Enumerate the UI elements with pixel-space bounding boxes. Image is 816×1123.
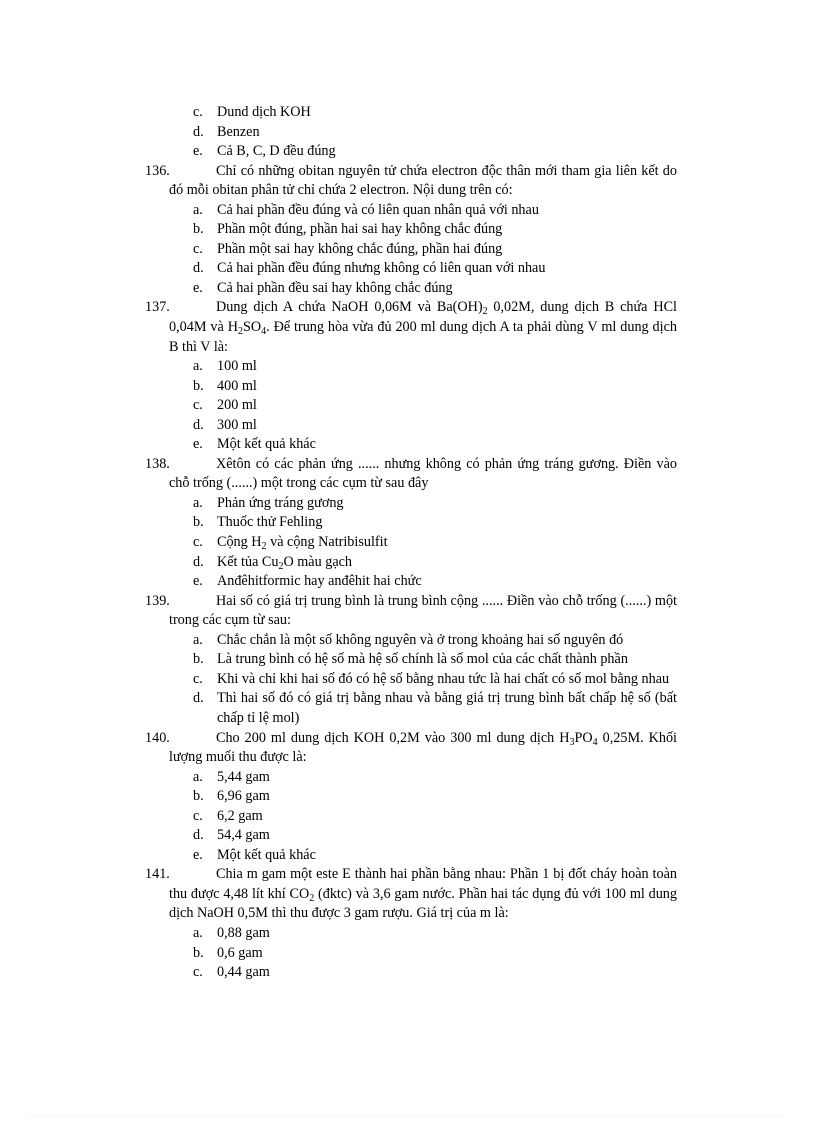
- subscript: 3: [569, 736, 575, 748]
- option-text: Phần một sai hay không chắc đúng, phần hai đúng: [217, 240, 503, 257]
- option-text: Cả hai phần đều đúng và có liên quan nhân quả với nhau: [217, 201, 539, 218]
- option-text: Cả B, C, D đều đúng: [217, 143, 336, 160]
- option-letter: d.: [193, 827, 204, 844]
- option-e: [0, 435, 816, 455]
- option-text: Phản ứng tráng gương: [217, 494, 344, 511]
- option-letter: a.: [193, 631, 203, 648]
- stem-text: 0,25M. Khối lượng muối thu được là:: [169, 729, 677, 766]
- option-d: [0, 553, 816, 573]
- page-bottom-divider: [30, 1116, 786, 1117]
- option-d: [0, 123, 816, 143]
- question-137: [0, 298, 816, 357]
- option-d: [0, 826, 816, 846]
- stem-text: . Để trung hòa vừa đủ 200 ml dung dịch A ta phải dùng V ml dung dịch B thì V là:: [169, 319, 677, 355]
- option-letter: d.: [193, 553, 204, 570]
- option-c: [0, 670, 816, 690]
- option-text-part: Kết tủa Cu: [217, 553, 279, 570]
- stem-text: 0,02M, dung dịch B chứa HCl 0,04M và H: [169, 299, 677, 336]
- option-a: [0, 768, 816, 788]
- option-text-part: Cộng H: [217, 534, 262, 551]
- option-e: [0, 279, 816, 299]
- question-stem: [169, 729, 677, 768]
- subscript: 2: [482, 306, 488, 318]
- option-text: [217, 533, 388, 553]
- stem-text: (đktc) và 3,6 gam nước. Phần hai tác dụng đủ với 100 ml dung dịch NaOH 0,5M thì thu được 3 gam rượu. Giá trị của m là:: [169, 885, 677, 922]
- option-text: 0,6 gam: [217, 944, 263, 961]
- option-d: [0, 259, 816, 279]
- option-c: [0, 103, 816, 123]
- option-text: Chắc chắn là một số không nguyên và ở trong khoảng hai số nguyên đó: [217, 631, 624, 648]
- question-number: 139.: [145, 592, 170, 609]
- question-140: [0, 729, 816, 768]
- subscript: 4: [592, 736, 598, 748]
- option-text: Cả hai phần đều đúng nhưng không có liên quan với nhau: [217, 260, 546, 277]
- option-text: Khi và chỉ khi hai số đó có hệ số bằng nhau tức là hai chất có số mol bằng nhau: [217, 670, 670, 687]
- question-number: 137.: [145, 299, 170, 316]
- option-c: [0, 807, 816, 827]
- option-b: [0, 650, 816, 670]
- option-text: Một kết quả khác: [217, 846, 316, 863]
- option-c: [0, 533, 816, 553]
- question-stem: Xêtôn có các phản ứng ...... nhưng không có phản ứng tráng gương. Điền vào chỗ trống (......) một trong các cụm từ sau đây: [169, 455, 677, 492]
- question-number: 138.: [145, 455, 170, 472]
- option-letter: b.: [193, 514, 204, 531]
- option-d: [0, 689, 816, 728]
- option-text: [217, 553, 352, 573]
- option-letter: c.: [193, 964, 203, 981]
- option-text: Benzen: [217, 123, 260, 140]
- option-text: Là trung bình có hệ số mà hệ số chính là số mol của các chất thành phần: [217, 651, 628, 668]
- question-number: 136.: [145, 162, 170, 179]
- option-letter: b.: [193, 221, 204, 238]
- option-b: [0, 377, 816, 397]
- question-136: [0, 162, 816, 201]
- subscript: 2: [237, 326, 243, 338]
- option-letter: c.: [193, 807, 203, 824]
- option-text: 5,44 gam: [217, 768, 270, 785]
- question-141: [0, 865, 816, 924]
- option-text: 300 ml: [217, 416, 257, 433]
- question-number: 140.: [145, 729, 170, 746]
- option-b: [0, 944, 816, 964]
- question-stem: [169, 298, 677, 357]
- option-text: 6,96 gam: [217, 788, 270, 805]
- option-b: [0, 513, 816, 533]
- option-letter: d.: [193, 690, 204, 707]
- option-text: Phần một đúng, phần hai sai hay không chắc đúng: [217, 221, 503, 238]
- option-a: [0, 201, 816, 221]
- option-e: [0, 572, 816, 592]
- option-a: [0, 494, 816, 514]
- option-letter: a.: [193, 768, 203, 785]
- option-letter: a.: [193, 494, 203, 511]
- option-letter: e.: [193, 436, 203, 453]
- option-text-part: và cộng Natribisulfit: [266, 534, 388, 551]
- option-letter: d.: [193, 123, 204, 140]
- option-e: [0, 846, 816, 866]
- option-letter: b.: [193, 651, 204, 668]
- option-b: [0, 220, 816, 240]
- option-text: Anđêhitformic hay anđêhit hai chức: [217, 573, 422, 590]
- question-139: [0, 592, 816, 631]
- option-letter: e.: [193, 279, 203, 296]
- option-letter: c.: [193, 534, 203, 551]
- option-e: [0, 142, 816, 162]
- option-text: 400 ml: [217, 377, 257, 394]
- stem-text: Chia m gam một este E thành hai phần bằng nhau: Phần 1 bị đốt cháy hoàn toàn thu được 4,48 lít khí CO: [169, 866, 677, 902]
- option-text: Một kết quả khác: [217, 436, 316, 453]
- option-text: 6,2 gam: [217, 807, 263, 824]
- option-letter: e.: [193, 846, 203, 863]
- option-c: [0, 396, 816, 416]
- option-letter: a.: [193, 358, 203, 375]
- question-stem: Hai số có giá trị trung bình là trung bình cộng ...... Điền vào chỗ trống (......) một trong các cụm từ sau:: [169, 592, 677, 629]
- subscript: 2: [261, 541, 267, 553]
- question-stem: [169, 865, 677, 924]
- option-letter: c.: [193, 670, 203, 687]
- question-138: [0, 455, 816, 494]
- option-text: Thuốc thử Fehling: [217, 514, 323, 531]
- option-text-part: O màu gạch: [283, 553, 353, 570]
- question-stem: Chỉ có những obitan nguyên tử chứa electron độc thân mới tham gia liên kết do đó mỗi obitan phân tử chỉ chứa 2 electron. Nội dung trên có:: [169, 162, 677, 199]
- option-letter: d.: [193, 416, 204, 433]
- question-number: 141.: [145, 866, 170, 883]
- stem-text: PO: [574, 729, 593, 746]
- option-a: [0, 924, 816, 944]
- option-a: [0, 631, 816, 651]
- option-letter: a.: [193, 924, 203, 941]
- option-letter: b.: [193, 788, 204, 805]
- option-text: 0,88 gam: [217, 924, 270, 941]
- option-text: 200 ml: [217, 397, 257, 414]
- option-letter: a.: [193, 201, 203, 218]
- subscript: 4: [261, 326, 267, 338]
- subscript: 2: [278, 560, 284, 572]
- stem-text: SO: [242, 319, 262, 336]
- option-letter: c.: [193, 104, 203, 120]
- option-text: 100 ml: [217, 358, 257, 375]
- option-letter: b.: [193, 944, 204, 961]
- option-letter: e.: [193, 573, 203, 590]
- option-letter: b.: [193, 377, 204, 394]
- stem-text: Dung dịch A chứa NaOH 0,06M và Ba(OH): [216, 299, 483, 316]
- option-letter: c.: [193, 397, 203, 414]
- option-text: Cả hai phần đều sai hay không chắc đúng: [217, 279, 453, 296]
- option-text: Dund dịch KOH: [217, 104, 311, 120]
- stem-text: Cho 200 ml dung dịch KOH 0,2M vào 300 ml dung dịch H: [216, 729, 570, 746]
- option-c: [0, 963, 816, 983]
- option-a: [0, 357, 816, 377]
- option-letter: e.: [193, 143, 203, 160]
- subscript: 2: [309, 892, 315, 904]
- option-letter: d.: [193, 260, 204, 277]
- option-text: 0,44 gam: [217, 964, 270, 981]
- option-c: [0, 240, 816, 260]
- option-b: [0, 787, 816, 807]
- option-text: 54,4 gam: [217, 827, 270, 844]
- option-letter: c.: [193, 240, 203, 257]
- option-text: Thì hai số đó có giá trị bằng nhau và bằng giá trị trung bình bất chấp hệ số (bất chấp tỉ lệ mol): [217, 690, 677, 726]
- option-d: [0, 416, 816, 436]
- page-content: [0, 103, 816, 983]
